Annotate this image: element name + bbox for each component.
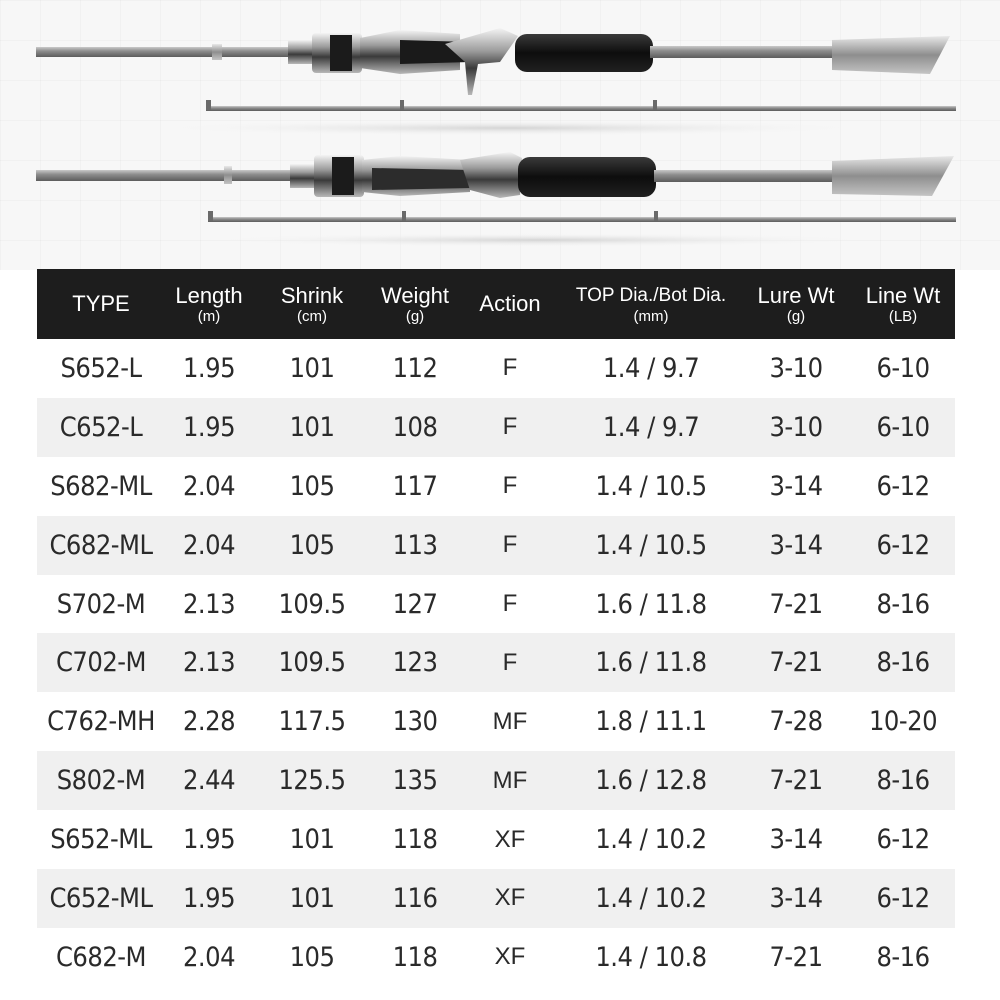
cell-length: 1.95 — [182, 882, 236, 914]
table-row — [37, 516, 955, 575]
cell-diameter: 1.4 / 10.5 — [595, 470, 707, 502]
header-type: TYPE — [72, 291, 130, 316]
cell-length: 1.95 — [182, 411, 236, 443]
table-row — [37, 339, 955, 398]
spinning-rod-tip-icon — [208, 211, 956, 222]
cell-shrink: 125.5 — [278, 765, 346, 797]
cell-diameter: 1.4 / 10.2 — [595, 824, 707, 856]
table-body — [37, 339, 955, 987]
cell-diameter: 1.6 / 11.8 — [595, 647, 707, 679]
cell-shrink: 105 — [289, 941, 335, 973]
cell-diameter: 1.8 / 11.1 — [595, 706, 707, 738]
cell-action: XF — [494, 884, 526, 912]
cell-type: S652-ML — [50, 824, 152, 856]
cell-weight: 113 — [392, 529, 438, 561]
cell-length: 2.04 — [182, 529, 236, 561]
table-row — [37, 751, 955, 810]
header-line-weight: Line Wt (LB) — [865, 282, 941, 325]
table-row — [37, 928, 955, 987]
cell-diameter: 1.4 / 10.5 — [595, 529, 707, 561]
cell-action: XF — [494, 943, 526, 971]
cell-weight: 118 — [392, 824, 438, 856]
cell-type: S652-L — [60, 352, 142, 384]
cell-action: F — [502, 413, 518, 441]
cell-weight: 112 — [392, 352, 438, 384]
cell-lure-weight: 3-14 — [769, 882, 823, 914]
cell-line-weight: 8-16 — [876, 588, 930, 620]
cell-type: C682-ML — [49, 529, 153, 561]
cell-length: 2.04 — [182, 941, 236, 973]
cell-action: F — [502, 354, 518, 382]
header-length: Length (m) — [175, 282, 243, 325]
cell-shrink: 101 — [289, 411, 335, 443]
table-header-row — [37, 269, 955, 339]
cell-line-weight: 6-12 — [876, 882, 930, 914]
spinning-rod-icon — [36, 152, 954, 198]
cell-action: F — [502, 472, 518, 500]
cell-shrink: 105 — [289, 529, 335, 561]
cell-length: 2.44 — [182, 765, 236, 797]
table-row — [37, 457, 955, 516]
header-diameter: TOP Dia./Bot Dia. (mm) — [575, 284, 727, 325]
cell-action: F — [502, 531, 518, 559]
cell-type: S802-M — [56, 765, 146, 797]
cell-line-weight: 8-16 — [876, 765, 930, 797]
cell-shrink: 101 — [289, 352, 335, 384]
cell-lure-weight: 3-14 — [769, 824, 823, 856]
casting-rod-tip-icon — [206, 100, 956, 111]
rod-illustration — [0, 0, 1000, 270]
specs-table — [37, 269, 955, 987]
cell-shrink: 117.5 — [278, 706, 346, 738]
cell-weight: 123 — [392, 647, 438, 679]
cell-diameter: 1.4 / 10.8 — [595, 941, 707, 973]
header-shrink: Shrink (cm) — [280, 282, 344, 325]
cell-type: C652-L — [59, 411, 143, 443]
cell-action: MF — [492, 766, 528, 794]
cell-lure-weight: 7-21 — [769, 647, 823, 679]
cell-type: C702-M — [55, 647, 147, 679]
cell-shrink: 101 — [289, 882, 335, 914]
cell-weight: 116 — [392, 882, 438, 914]
cell-weight: 130 — [392, 706, 438, 738]
cell-lure-weight: 7-21 — [769, 588, 823, 620]
cell-lure-weight: 3-10 — [769, 352, 823, 384]
cell-diameter: 1.6 / 12.8 — [595, 765, 707, 797]
table-row — [37, 810, 955, 869]
cell-line-weight: 6-10 — [876, 411, 930, 443]
cell-shrink: 101 — [289, 824, 335, 856]
cell-type: S682-ML — [50, 470, 152, 502]
cell-type: C652-ML — [49, 882, 153, 914]
cell-length: 1.95 — [182, 352, 236, 384]
cell-weight: 135 — [392, 765, 438, 797]
cell-lure-weight: 3-10 — [769, 411, 823, 443]
cell-action: F — [502, 590, 518, 617]
cell-shrink: 109.5 — [278, 588, 346, 620]
cell-lure-weight: 7-21 — [769, 765, 823, 797]
cell-line-weight: 8-16 — [876, 941, 930, 973]
cell-lure-weight: 7-21 — [769, 941, 823, 973]
cell-lure-weight: 3-14 — [769, 470, 823, 502]
table-row — [37, 575, 955, 634]
cell-line-weight: 6-12 — [876, 470, 930, 502]
cell-diameter: 1.6 / 11.8 — [595, 588, 707, 620]
cell-weight: 118 — [392, 941, 438, 973]
cell-diameter: 1.4 / 9.7 — [602, 411, 700, 443]
cell-length: 2.04 — [182, 470, 236, 502]
cell-action: XF — [494, 825, 526, 853]
cell-shrink: 109.5 — [278, 647, 346, 679]
cell-action: F — [502, 648, 518, 676]
cell-lure-weight: 7-28 — [769, 706, 823, 738]
table-row — [37, 692, 955, 751]
cell-length: 2.28 — [182, 706, 236, 738]
table-row — [37, 633, 955, 692]
cell-shrink: 105 — [289, 470, 335, 502]
header-action: Action — [479, 291, 541, 316]
table-row — [37, 869, 955, 928]
cell-weight: 127 — [392, 588, 438, 620]
cell-line-weight: 6-12 — [876, 529, 930, 561]
cell-line-weight: 6-10 — [876, 352, 930, 384]
cell-type: S702-M — [56, 588, 146, 620]
cell-action: MF — [492, 707, 528, 735]
cell-diameter: 1.4 / 9.7 — [602, 352, 700, 384]
cell-type: C682-M — [55, 941, 147, 973]
cell-length: 2.13 — [182, 647, 236, 679]
cell-length: 1.95 — [182, 824, 236, 856]
header-weight: Weight (g) — [380, 282, 450, 325]
header-lure-weight: Lure Wt (g) — [757, 282, 835, 325]
cell-diameter: 1.4 / 10.2 — [595, 882, 707, 914]
cell-line-weight: 10-20 — [868, 706, 938, 738]
cell-type: C762-MH — [47, 706, 155, 738]
cell-line-weight: 6-12 — [876, 824, 930, 856]
cell-length: 2.13 — [182, 588, 236, 620]
cell-weight: 117 — [392, 470, 438, 502]
cell-weight: 108 — [392, 411, 438, 443]
table-row — [37, 398, 955, 457]
cell-line-weight: 8-16 — [876, 647, 930, 679]
casting-rod-icon — [36, 28, 950, 95]
product-image-area — [0, 0, 1000, 270]
cell-lure-weight: 3-14 — [769, 529, 823, 561]
